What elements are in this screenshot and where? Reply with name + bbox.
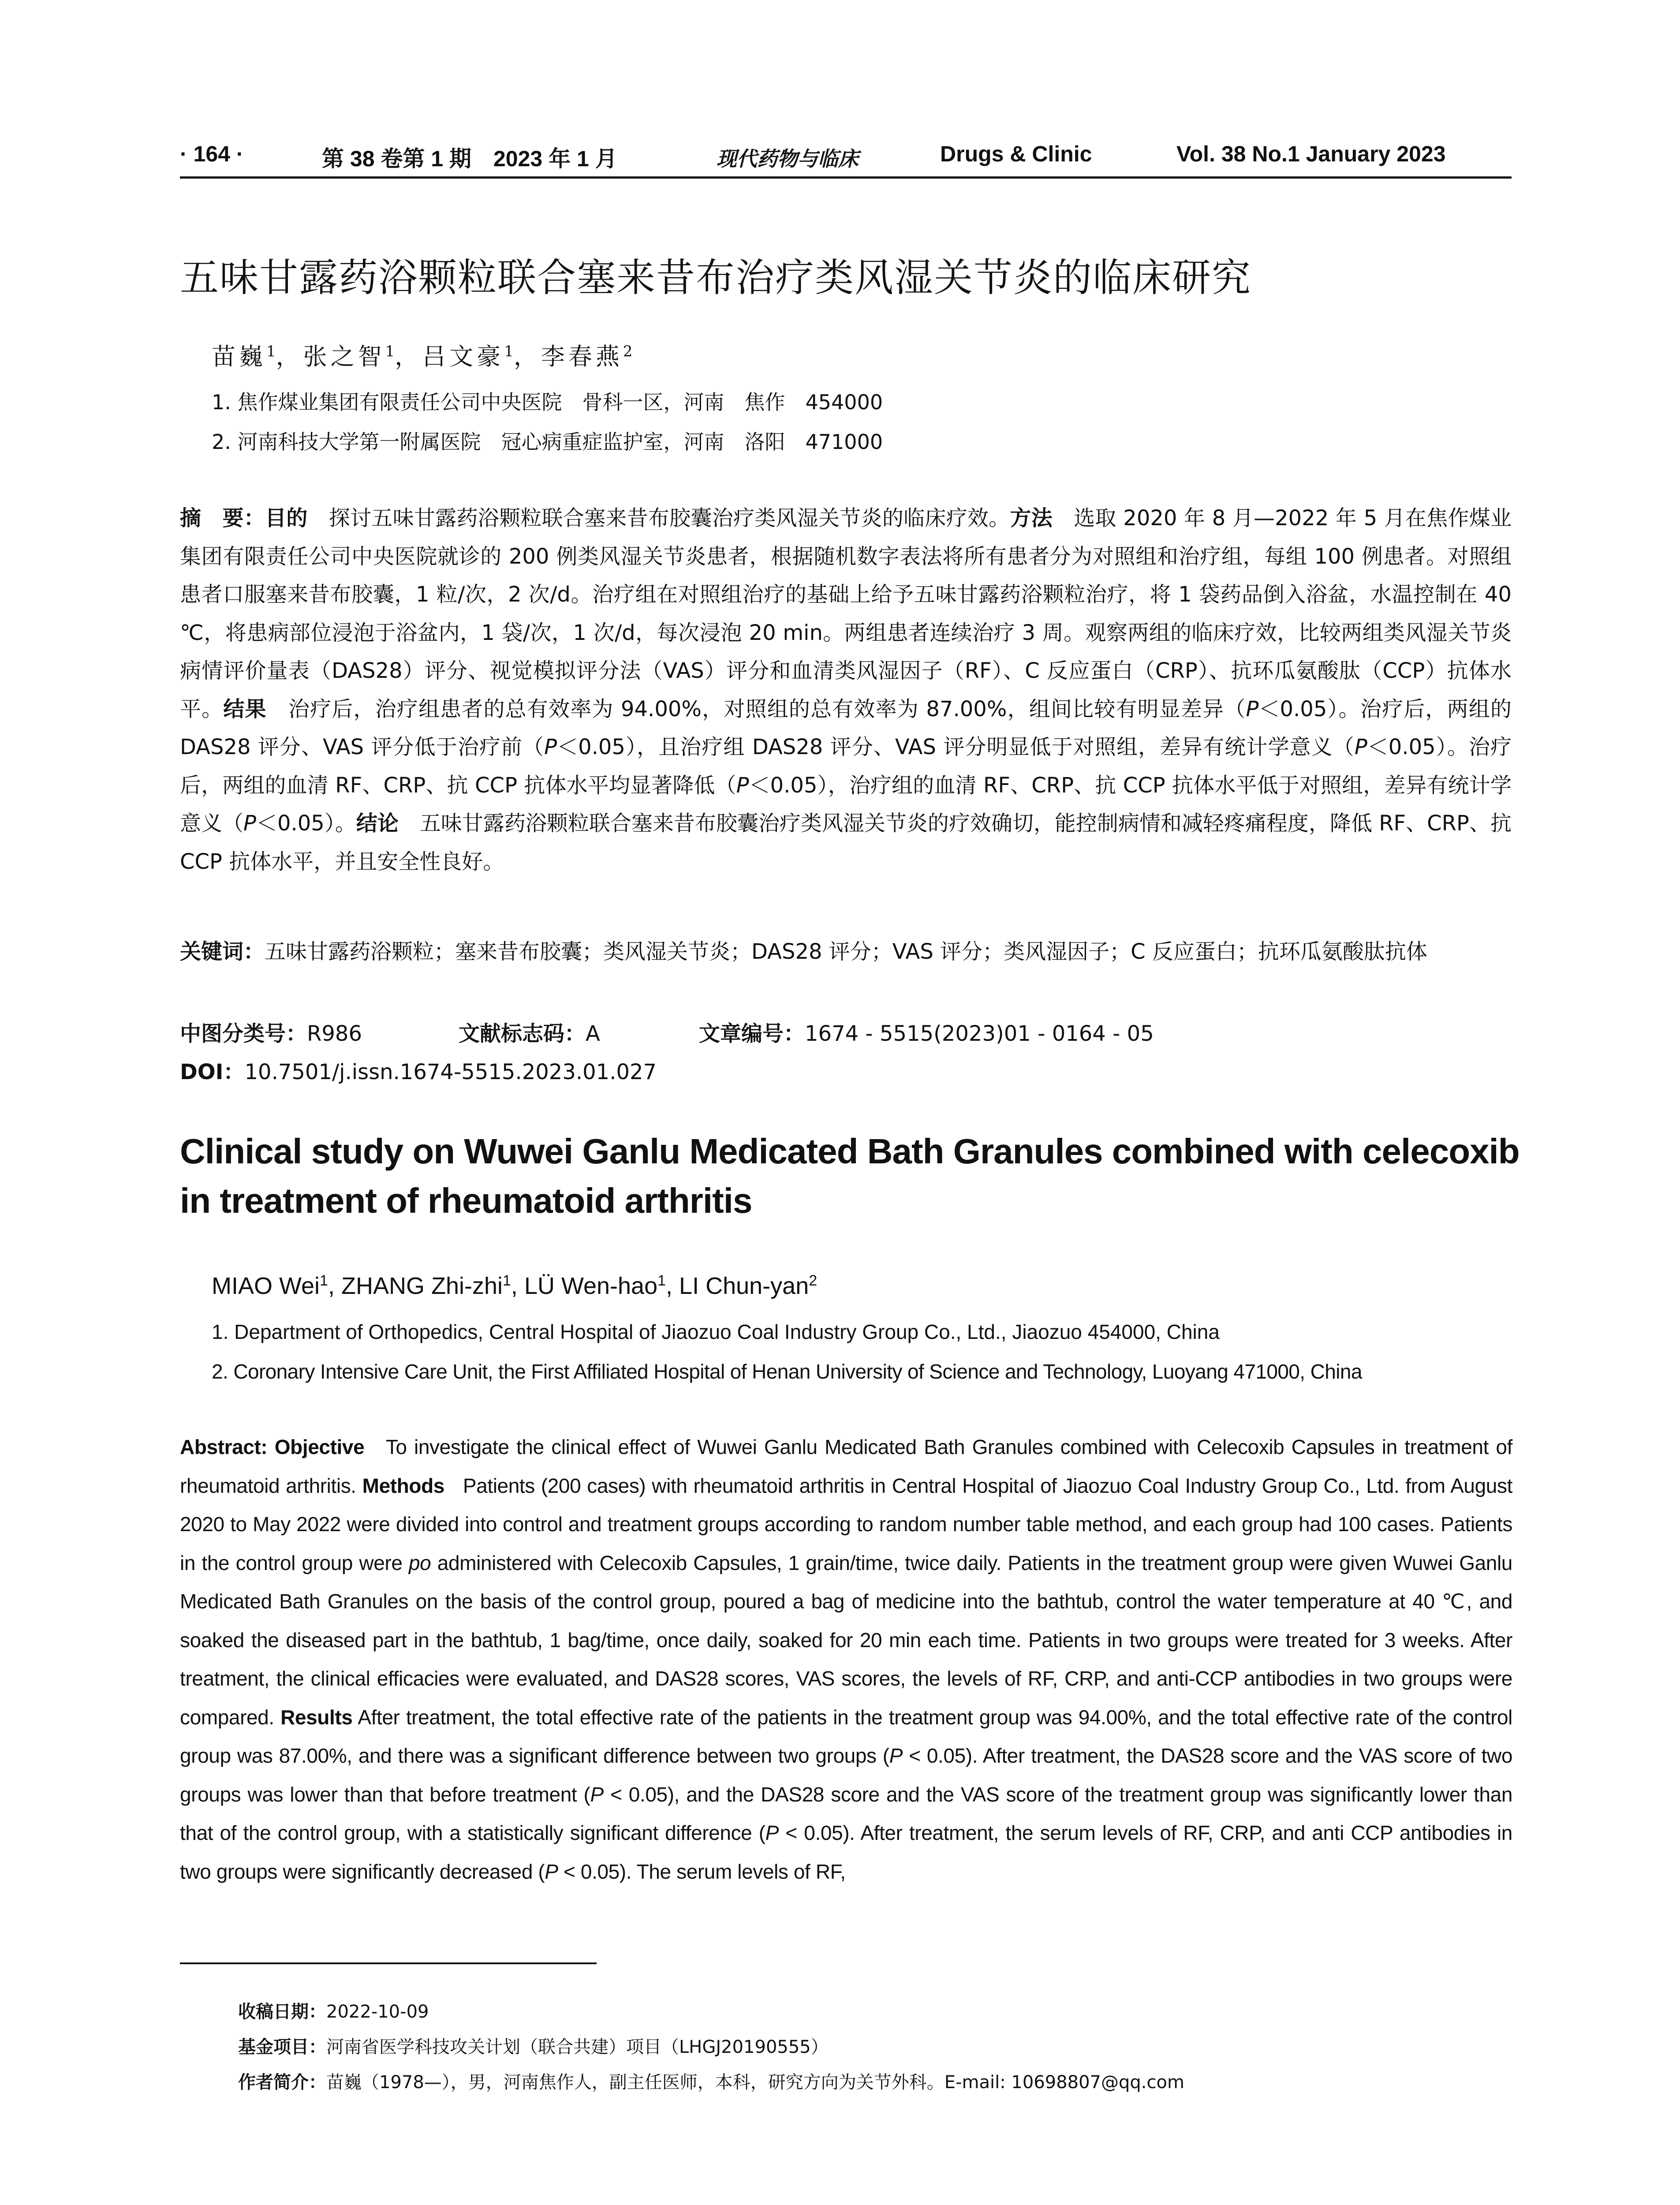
cn-author: 苗巍 [212,343,266,370]
fund-text: 河南省医学科技攻关计划（联合共建）项目（LHGJ20190555） [326,2037,829,2057]
fund-label: 基金项目： [238,2037,326,2057]
cn-results: 治疗后，治疗组患者的总有效率为 94.00%，对照组的总有效率为 87.00%，组间比较有明显差异（ [266,696,1246,721]
separator: , [511,1273,524,1299]
en-author-sup: 2 [809,1272,818,1289]
p-symbol: P [544,735,557,759]
cn-author-sup: 1 [266,343,276,360]
en-results-label: Results [280,1705,353,1729]
header-journal-en: Drugs & Clinic [940,142,1092,166]
footnote-rule [180,1962,597,1964]
en-author: ZHANG Zhi-zhi [341,1273,503,1299]
cn-results: ＜0.05）。治疗后，两组的 DAS28 评分、VAS 评分低于治疗前（ [180,696,1512,759]
en-author-sup: 1 [503,1272,511,1289]
en-methods-label: Methods [362,1474,444,1497]
p-symbol: P [736,773,749,798]
cn-article-no-value: 1674 - 5515(2023)01 - 0164 - 05 [805,1021,1154,1046]
received-label: 收稿日期： [238,2002,326,2022]
en-title-line-1: Clinical study on Wuwei Ganlu Medicated Bath Granules combined with celecoxib [180,1132,1519,1171]
p-symbol: P [1246,696,1259,721]
cn-clc-value: R986 [307,1021,362,1046]
cn-doc-code-value: A [586,1021,600,1046]
en-author: LI Chun-yan [679,1273,809,1299]
cn-affiliation-2: 2. 河南科技大学第一附属医院 冠心病重症监护室，河南 洛阳 471000 [212,430,883,454]
en-results: < 0.05). After treatment, the serum levels of RF, CRP, and anti CCP antibodies in two groups were significantly decreased ( [180,1821,1512,1883]
header-rule [180,176,1512,179]
p-symbol: P [1354,735,1367,759]
en-author: MIAO Wei [212,1273,320,1299]
separator: ， [276,343,303,370]
p-symbol: P [545,1860,558,1883]
cn-author: 李春燕 [541,343,623,370]
en-results: < 0.05). After treatment, the DAS28 score and the VAS score of two groups was lower than that before treatment ( [180,1744,1513,1806]
cn-article-no-label: 文章编号： [699,1021,805,1046]
cn-conclusion-label: 结论 [356,811,399,836]
cn-methods: 选取 2020 年 8 月—2022 年 5 月在焦作煤业集团有限责任公司中央医院就诊的 200 例类风湿关节炎患者，根据随机数字表法将所有患者分为对照组和治疗组，每组 100 例患者。对照组患者口服塞来昔布胶囊，1 粒/次，2 次/d。治疗组在对照组治疗的基础上给予五味甘露药浴颗粒治疗，将 1 袋药品倒入浴盆，水温控制在 40 ℃，将患病部位浸泡于浴盆内，1 袋/次，1 次/d，每次浸泡 20 min。两组患者连续治疗 3 周。观察两组的临床疗效，比较两组类风湿关节炎病情评价量表（DAS28）评分、视觉模拟评分法（VAS）评分和血清类风湿因子（RF）、C 反应蛋白（CRP）、抗环瓜氨酸肽（CCP）抗体水平。 [180,506,1512,721]
cn-results: ＜0.05），且治疗组 DAS28 评分、VAS 评分明显低于对照组，差异有统计学意义（ [557,735,1355,759]
footnote-received [238,1998,429,2023]
separator: , [666,1273,679,1299]
cn-doc-code [459,1017,600,1047]
cn-clc [180,1017,362,1047]
bio-text: 苗巍（1978—），男，河南焦作人，副主任医师，本科，研究方向为关节外科。E-mail: 10698807@qq.com [326,2072,1184,2093]
cn-abstract-label: 摘 要： [180,506,265,531]
cn-author: 吕文豪 [422,343,504,370]
cn-results: ＜0.05）。 [256,811,356,836]
received-date: 2022-10-09 [326,2002,429,2022]
en-affiliation-1: 1. Department of Orthopedics, Central Hospital of Jiaozuo Coal Industry Group Co., Ltd., Jiaozuo 454000, China [212,1320,1220,1343]
cn-affiliation-1: 1. 焦作煤业集团有限责任公司中央医院 骨科一区，河南 焦作 454000 [212,390,883,414]
cn-author-sup: 2 [623,343,633,360]
cn-keywords-text: 五味甘露药浴颗粒；塞来昔布胶囊；类风湿关节炎；DAS28 评分；VAS 评分；类风湿因子；C 反应蛋白；抗环瓜氨酸肽抗体 [265,939,1427,964]
header-page-number: · 164 · [180,142,244,166]
cn-results: ＜0.05），治疗组的血清 RF、CRP、抗 CCP 抗体水平低于对照组，差异有统计学意义（ [180,773,1512,836]
p-symbol: P [765,1821,779,1844]
cn-article-no [699,1017,1154,1047]
cn-title: 五味甘露药浴颗粒联合塞来昔布治疗类风湿关节炎的临床研究 [180,255,1252,300]
cn-author-sup: 1 [385,343,395,360]
en-author-sup: 1 [320,1272,328,1289]
header-journal-cn: 现代药物与临床 [717,147,859,171]
cn-authors [212,338,633,372]
p-symbol: P [243,811,256,836]
cn-objective-label: 目的 [265,506,308,531]
en-abstract [180,1428,1512,1891]
cn-keywords-label: 关键词： [180,939,265,964]
bio-label: 作者简介： [238,2072,326,2093]
p-symbol: P [889,1744,903,1767]
en-author: LÜ Wen-hao [524,1273,658,1299]
cn-author: 张之智 [303,343,385,370]
footnote-bio [238,2068,1184,2093]
cn-keywords [180,933,1512,971]
en-results: < 0.05), and the DAS28 score and the VAS score of the treatment group was significantly lower than that of the control group, with a statistically significant difference ( [180,1783,1512,1844]
p-symbol: P [590,1783,604,1806]
cn-results-label: 结果 [223,696,267,721]
en-results: < 0.05). The serum levels of RF, [558,1860,846,1883]
header-issue-en: Vol. 38 No.1 January 2023 [1176,142,1446,166]
en-objective: To investigate the clinical effect of Wuwei Ganlu Medicated Bath Granules combined with Celecoxib Capsules in treatment of rheumatoid arthritis. [180,1435,1512,1497]
cn-doi [180,1055,657,1085]
footnote-fund [238,2033,829,2058]
en-results: After treatment, the total effective rate of the patients in the treatment group was 94.00%, and the total effective rate of the control group was 87.00%, and there was a significant difference between two groups ( [180,1705,1512,1767]
en-authors [212,1272,817,1300]
cn-clc-label: 中图分类号： [180,1021,307,1046]
en-affiliation-2: 2. Coronary Intensive Care Unit, the First Affiliated Hospital of Henan University of Science and Technology, Luoyang 471000, China [212,1360,1362,1383]
en-methods: Patients (200 cases) with rheumatoid arthritis in Central Hospital of Jiaozuo Coal Industry Group Co., Ltd. from August 2020 to May 2022 were divided into control and treatment groups according to random number table method, and each group had 100 cases. Patients in the control group were [180,1474,1512,1574]
cn-objective: 探讨五味甘露药浴颗粒联合塞来昔布胶囊治疗类风湿关节炎的临床疗效。 [307,506,1010,531]
cn-author-sup: 1 [504,343,514,360]
cn-doc-code-label: 文献标志码： [459,1021,586,1046]
en-author-sup: 1 [657,1272,666,1289]
separator: , [328,1273,341,1299]
header-issue-cn: 第 38 卷第 1 期 2023 年 1 月 [322,146,617,171]
en-po: po [408,1551,431,1574]
en-objective-label: Abstract: Objective [180,1435,365,1458]
en-title-line-2: in treatment of rheumatoid arthritis [180,1181,752,1220]
cn-methods-label: 方法 [1010,506,1053,531]
cn-abstract [180,499,1512,881]
separator: ， [513,343,541,370]
cn-doi-label: DOI： [180,1060,245,1084]
cn-conclusion: 五味甘露药浴颗粒联合塞来昔布胶囊治疗类风湿关节炎的疗效确切，能控制病情和减轻疼痛程度，降低 RF、CRP、抗 CCP 抗体水平，并且安全性良好。 [180,811,1512,874]
cn-results: ＜0.05）。治疗后，两组的血清 RF、CRP、抗 CCP 抗体水平均显著降低（ [180,735,1512,798]
en-methods: administered with Celecoxib Capsules, 1 grain/time, twice daily. Patients in the treatment group were given Wuwei Ganlu Medicated Bath Granules on the basis of the control group, poured a bag of medicine into the bathtub, control the water temperature at 40 ℃, and soaked the diseased part in the bathtub, 1 bag/time, once daily, soaked for 20 min each time. Patients in two groups were treated for 3 weeks. After treatment, the clinical efficacies were evaluated, and DAS28 scores, VAS scores, the levels of RF, CRP, and anti-CCP antibodies in two groups were compared. [180,1551,1512,1729]
cn-doi-value: 10.7501/j.issn.1674-5515.2023.01.027 [244,1060,657,1084]
separator: ， [395,343,422,370]
en-title [180,1127,1520,1226]
